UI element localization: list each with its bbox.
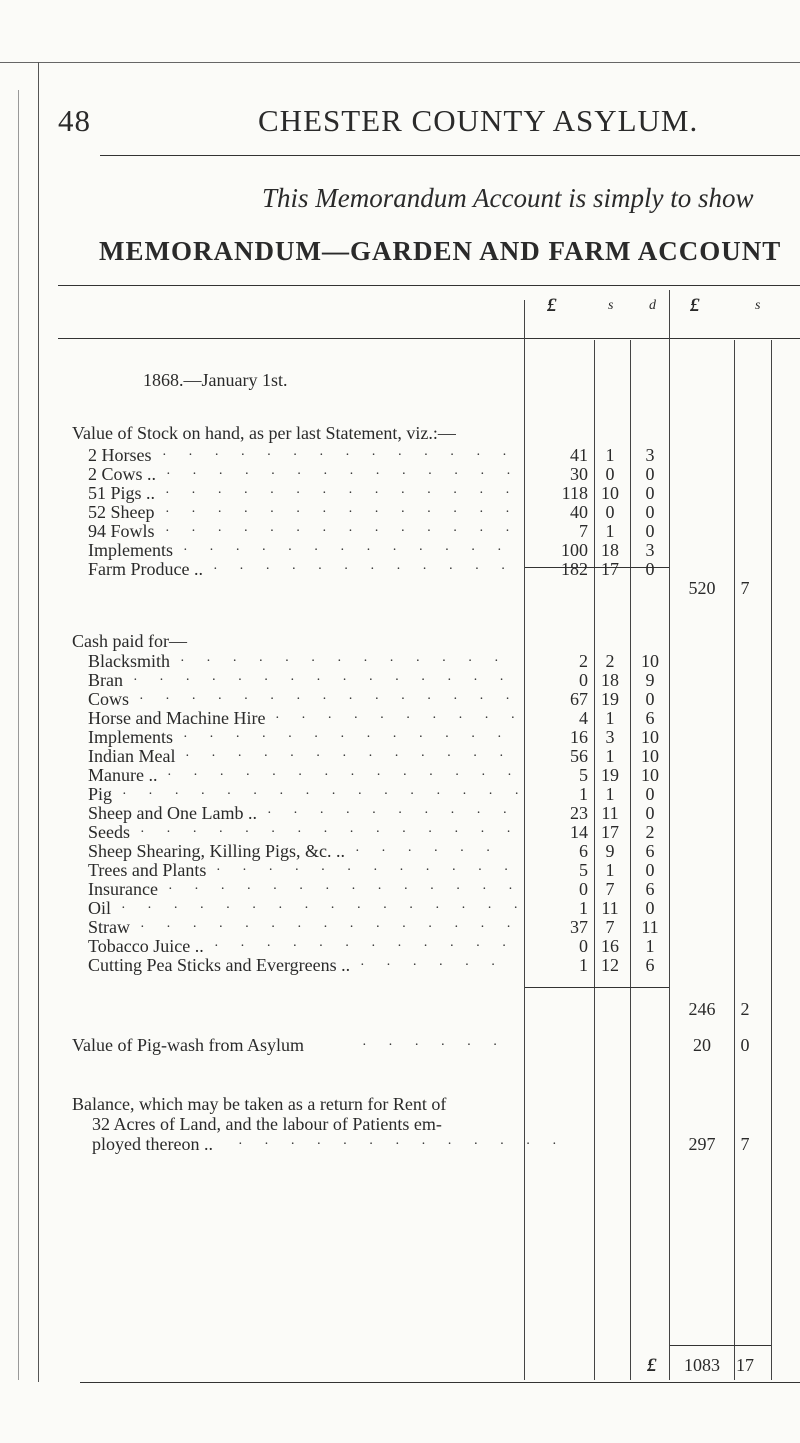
cash-items-label: Sheep and One Lamb .. <box>88 803 257 823</box>
amount-pence: 6 <box>645 955 655 975</box>
memorandum-subtitle: This Memorandum Account is simply to show <box>262 183 754 213</box>
leader-dots: · · · · · · · · · · · · · · <box>168 882 522 897</box>
cash-items-label: Horse and Machine Hire <box>88 708 266 728</box>
cash-total-pounds: 246 <box>688 999 716 1019</box>
balance-pounds: 297 <box>688 1134 716 1154</box>
amount-pence: 10 <box>641 746 659 766</box>
cash-heading: Cash paid for— <box>72 631 187 651</box>
amount-shillings: 12 <box>601 955 619 975</box>
stock-items-label: 2 Horses <box>88 445 152 465</box>
cash-items-label: Seeds <box>88 822 130 842</box>
amount-pounds: 37 <box>570 917 588 937</box>
stock-items-label: Farm Produce .. <box>88 559 203 579</box>
amount-shillings: 16 <box>601 936 619 956</box>
stock-total-pounds: 520 <box>688 578 716 598</box>
amount-pounds: 40 <box>570 502 588 522</box>
amount-pence: 1 <box>645 936 655 956</box>
leader-dots: · · · · · · · · · · · · <box>216 863 518 878</box>
account-title: MEMORANDUM—GARDEN AND FARM ACCOUNT <box>99 236 782 266</box>
amount-shillings: 2 <box>605 651 615 671</box>
amount-pounds: 56 <box>570 746 588 766</box>
cash-items-label: Manure .. <box>88 765 158 785</box>
col-header-pence: d <box>649 298 656 313</box>
amount-pounds: 2 <box>579 651 588 671</box>
amount-shillings: 11 <box>601 803 619 823</box>
amount-pence: 0 <box>645 784 655 804</box>
page-number: 48 <box>58 103 91 138</box>
amount-pounds: 100 <box>561 540 588 560</box>
amount-shillings: 10 <box>601 483 619 503</box>
leader-dots: · · · · · · · · · · · · <box>214 939 516 954</box>
amount-pence: 0 <box>645 502 655 522</box>
amount-shillings: 17 <box>601 559 619 579</box>
grand-total-pounds: 1083 <box>684 1355 720 1375</box>
amount-shillings: 0 <box>605 502 615 522</box>
amount-pounds: 1 <box>579 784 588 804</box>
amount-pounds: 118 <box>561 483 588 503</box>
leader-dots: · · · · · · · · · · <box>267 806 517 821</box>
cash-items-label: Bran <box>88 670 123 690</box>
amount-pence: 9 <box>645 670 655 690</box>
date-line: 1868.—January 1st. <box>143 370 288 390</box>
cash-total-shillings: 2 <box>740 999 750 1019</box>
amount-pounds: 16 <box>570 727 588 747</box>
cash-items-label: Trees and Plants <box>88 860 207 880</box>
column-header-rule <box>58 338 800 339</box>
balance-line-1: Balance, which may be taken as a return for Rent of <box>72 1094 447 1114</box>
amount-pence: 10 <box>641 727 659 747</box>
amount-shillings: 3 <box>605 727 615 747</box>
stock-items-label: 51 Pigs .. <box>88 483 156 503</box>
amount-pence: 0 <box>645 559 655 579</box>
stock-items-label: 2 Cows .. <box>88 464 157 484</box>
stock-heading: Value of Stock on hand, as per last Statement, viz.:— <box>72 423 456 443</box>
amount-shillings: 9 <box>605 841 615 861</box>
stock-items-label: 94 Fowls <box>88 521 155 541</box>
leader-dots: · · · · · · · · · · · · · · · <box>140 825 520 840</box>
amount-shillings: 7 <box>605 917 615 937</box>
amount-shillings: 0 <box>605 464 615 484</box>
cash-items-label: Blacksmith <box>88 651 170 671</box>
amount-pounds: 14 <box>570 822 588 842</box>
amount-shillings: 1 <box>605 521 615 541</box>
top-border <box>0 62 800 63</box>
amount-pounds: 41 <box>570 445 588 465</box>
leader-dots: · · · · · · · · · · · · · · · <box>133 673 513 688</box>
leader-dots: · · · · · · · · · · · · · · <box>165 505 519 520</box>
amount-pence: 0 <box>645 483 655 503</box>
stock-items-label: 52 Sheep <box>88 502 155 522</box>
pigwash-leader: · · · · · · <box>362 1038 507 1053</box>
leader-dots: · · · · · · · · · · · · · · · <box>140 920 520 935</box>
balance-line-3: ployed thereon .. <box>92 1134 213 1154</box>
amount-shillings: 1 <box>605 708 615 728</box>
leader-dots: · · · · · · · · · · · · · <box>185 749 513 764</box>
col-rule-total-pence <box>771 340 772 1380</box>
cash-items-label: Cutting Pea Sticks and Evergreens .. <box>88 955 351 975</box>
amount-pence: 0 <box>645 803 655 823</box>
leader-dots: · · · · · · · · · · · · <box>213 562 515 577</box>
table-bottom-rule <box>80 1382 800 1383</box>
amount-pence: 0 <box>645 464 655 484</box>
cash-items-label: Pig <box>88 784 113 804</box>
amount-pounds: 182 <box>561 559 588 579</box>
amount-pence: 10 <box>641 651 659 671</box>
amount-shillings: 1 <box>605 860 615 880</box>
amount-pounds: 5 <box>579 765 588 785</box>
amount-pounds: 23 <box>570 803 588 823</box>
amount-pence: 6 <box>645 841 655 861</box>
amount-shillings: 1 <box>605 784 615 804</box>
cash-items-label: Sheep Shearing, Killing Pigs, &c. .. <box>88 841 345 861</box>
col-header-pounds: £ <box>547 295 557 316</box>
amount-pounds: 4 <box>579 708 588 728</box>
col-header-total-pounds: £ <box>690 295 700 316</box>
header-rule <box>100 155 800 156</box>
running-title: CHESTER COUNTY ASYLUM. <box>258 103 699 138</box>
leader-dots: · · · · · · · · · · · · · · <box>165 524 519 539</box>
amount-pence: 3 <box>645 445 655 465</box>
amount-pence: 0 <box>645 689 655 709</box>
amount-pounds: 1 <box>579 955 588 975</box>
leader-dots: · · · · · · · · · · · · · <box>180 654 508 669</box>
cash-items-label: Straw <box>88 917 130 937</box>
leader-dots: · · · · · · · · · · · · · · <box>162 448 516 463</box>
balance-line-2: 32 Acres of Land, and the labour of Patients em- <box>92 1114 442 1134</box>
amount-pounds: 0 <box>579 936 588 956</box>
amount-pounds: 1 <box>579 898 588 918</box>
leader-dots: · · · · · · · · · · · · · <box>183 543 511 558</box>
cash-items-label: Implements <box>88 727 173 747</box>
amount-pence: 6 <box>645 879 655 899</box>
amount-shillings: 19 <box>601 689 619 709</box>
cash-items-label: Cows <box>88 689 130 709</box>
leader-dots: · · · · · · · · · · · · · · <box>165 486 519 501</box>
amount-pounds: 5 <box>579 860 588 880</box>
amount-shillings: 18 <box>601 540 619 560</box>
amount-pounds: 6 <box>579 841 588 861</box>
amount-pence: 6 <box>645 708 655 728</box>
cash-subtotal-rule <box>525 987 669 988</box>
amount-pounds: 0 <box>579 879 588 899</box>
amount-pounds: 7 <box>579 521 588 541</box>
amount-pence: 0 <box>645 860 655 880</box>
amount-shillings: 19 <box>601 765 619 785</box>
amount-pounds: 67 <box>570 689 588 709</box>
stock-items-label: Implements <box>88 540 173 560</box>
cash-items-label: Insurance <box>88 879 158 899</box>
table-top-rule <box>58 285 800 286</box>
pigwash-label: Value of Pig-wash from Asylum <box>72 1035 304 1055</box>
amount-pence: 10 <box>641 765 659 785</box>
col-header-shillings: s <box>608 298 614 313</box>
col-header-total-shillings: s <box>755 298 761 313</box>
leader-dots: · · · · · · <box>355 844 500 859</box>
leader-dots: · · · · · · · · · · · · · · · <box>139 692 519 707</box>
pigwash-shillings: 0 <box>740 1035 750 1055</box>
amount-pence: 0 <box>645 898 655 918</box>
amount-shillings: 1 <box>605 445 615 465</box>
amount-shillings: 11 <box>601 898 619 918</box>
stock-total-shillings: 7 <box>740 578 750 598</box>
amount-pounds: 30 <box>570 464 588 484</box>
left-border <box>38 62 39 1382</box>
pigwash-pounds: 20 <box>693 1035 711 1055</box>
amount-shillings: 7 <box>605 879 615 899</box>
leader-dots: · · · · · · · · · · · · · · <box>166 467 520 482</box>
amount-pounds: 0 <box>579 670 588 690</box>
cash-items-label: Tobacco Juice .. <box>88 936 204 956</box>
leader-dots: · · · · · · · · · · · · · · <box>167 768 521 783</box>
balance-leader: · · · · · · · · · · · · · <box>238 1137 566 1152</box>
amount-shillings: 17 <box>601 822 619 842</box>
cash-items-label: Indian Meal <box>88 746 176 766</box>
amount-pence: 11 <box>641 917 659 937</box>
leader-dots: · · · · · · · · · · <box>275 711 525 726</box>
amount-shillings: 1 <box>605 746 615 766</box>
leader-dots: · · · · · · <box>360 958 505 973</box>
leader-dots: · · · · · · · · · · · · · · · · <box>122 787 529 802</box>
leader-dots: · · · · · · · · · · · · · <box>183 730 511 745</box>
amount-pence: 2 <box>645 822 655 842</box>
grand-total-shillings: 17 <box>736 1355 754 1375</box>
cash-items-label: Oil <box>88 898 112 918</box>
col-rule-total-shillings <box>734 340 735 1380</box>
grand-total-currency: £ <box>647 1355 657 1376</box>
leader-dots: · · · · · · · · · · · · · · · · <box>121 901 528 916</box>
amount-pence: 0 <box>645 521 655 541</box>
amount-shillings: 18 <box>601 670 619 690</box>
col-rule-pounds <box>524 300 525 1380</box>
grand-total-rule <box>670 1345 771 1346</box>
left-outer-border <box>18 90 19 1380</box>
amount-pence: 3 <box>645 540 655 560</box>
balance-shillings: 7 <box>740 1134 750 1154</box>
